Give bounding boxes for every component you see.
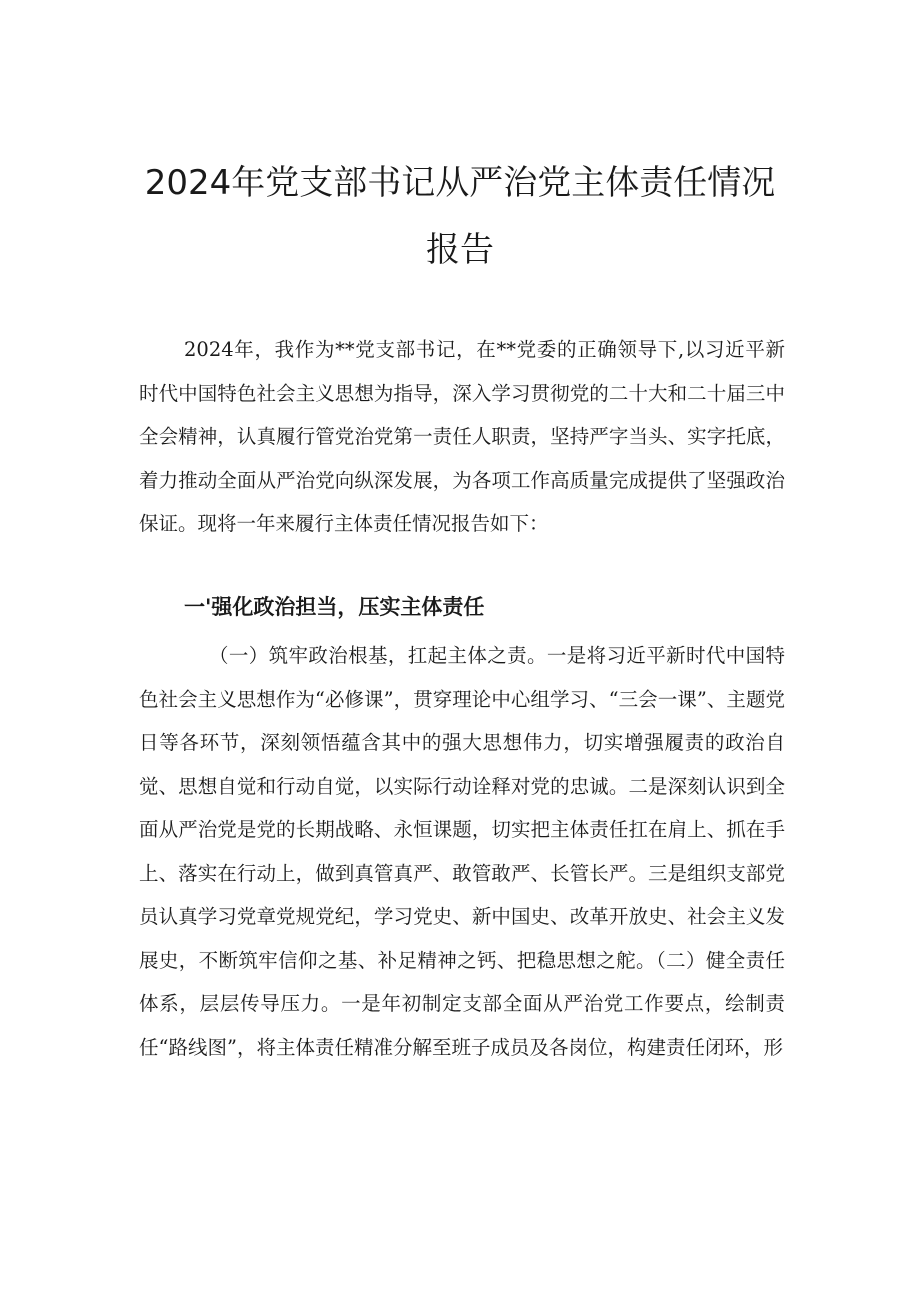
document-title-line-2: 报告	[426, 230, 494, 270]
section-1-paragraph: （一）筑牢政治根基，扛起主体之责。一是将习近平新时代中国特色社会主义思想作为“必修课”，贯穿理论中心组学习、“三会一课”、主题党日等各环节，深刻领悟蕴含其中的强大思想伟力，切实增强履责的政治自觉、思想自觉和行动自觉，以实际行动诠释对党的忠诚。二是深刻认识到全面从严治党是党的长期战略、永恒课题，切实把主体责任扛在肩上、抓在手上、落实在行动上，做到真管真严、敢管敢严、长管长严。三是组织支部党员认真学习党章党规党纪，学习党史、新中国史、改革开放史、社会主义发展史，不断筑牢信仰之基、补足精神之钙、把稳思想之舵。（二）健全责任体系，层层传导压力。一是年初制定支部全面从严治党工作要点，绘制责任“路线图”，将主体责任精准分解至班子成员及各岗位，构建责任闭环，形	[139, 644, 785, 1059]
intro-paragraph: 2024年，我作为**党支部书记，在**党委的正确领导下,以习近平新时代中国特色社会主义思想为指导，深入学习贯彻党的二十大和二十届三中全会精神，认真履行管党治党第一责任人职责，坚持严字当头、实字托底，着力推动全面从严治党向纵深发展，为各项工作高质量完成提供了坚强政治保证。现将一年来履行主体责任情况报告如下：	[139, 338, 785, 535]
section-heading-1: 一'强化政治担当，压实主体责任	[184, 595, 485, 619]
document-title-line-1: 2024年党支部书记从严治党主体责任情况	[144, 163, 776, 203]
